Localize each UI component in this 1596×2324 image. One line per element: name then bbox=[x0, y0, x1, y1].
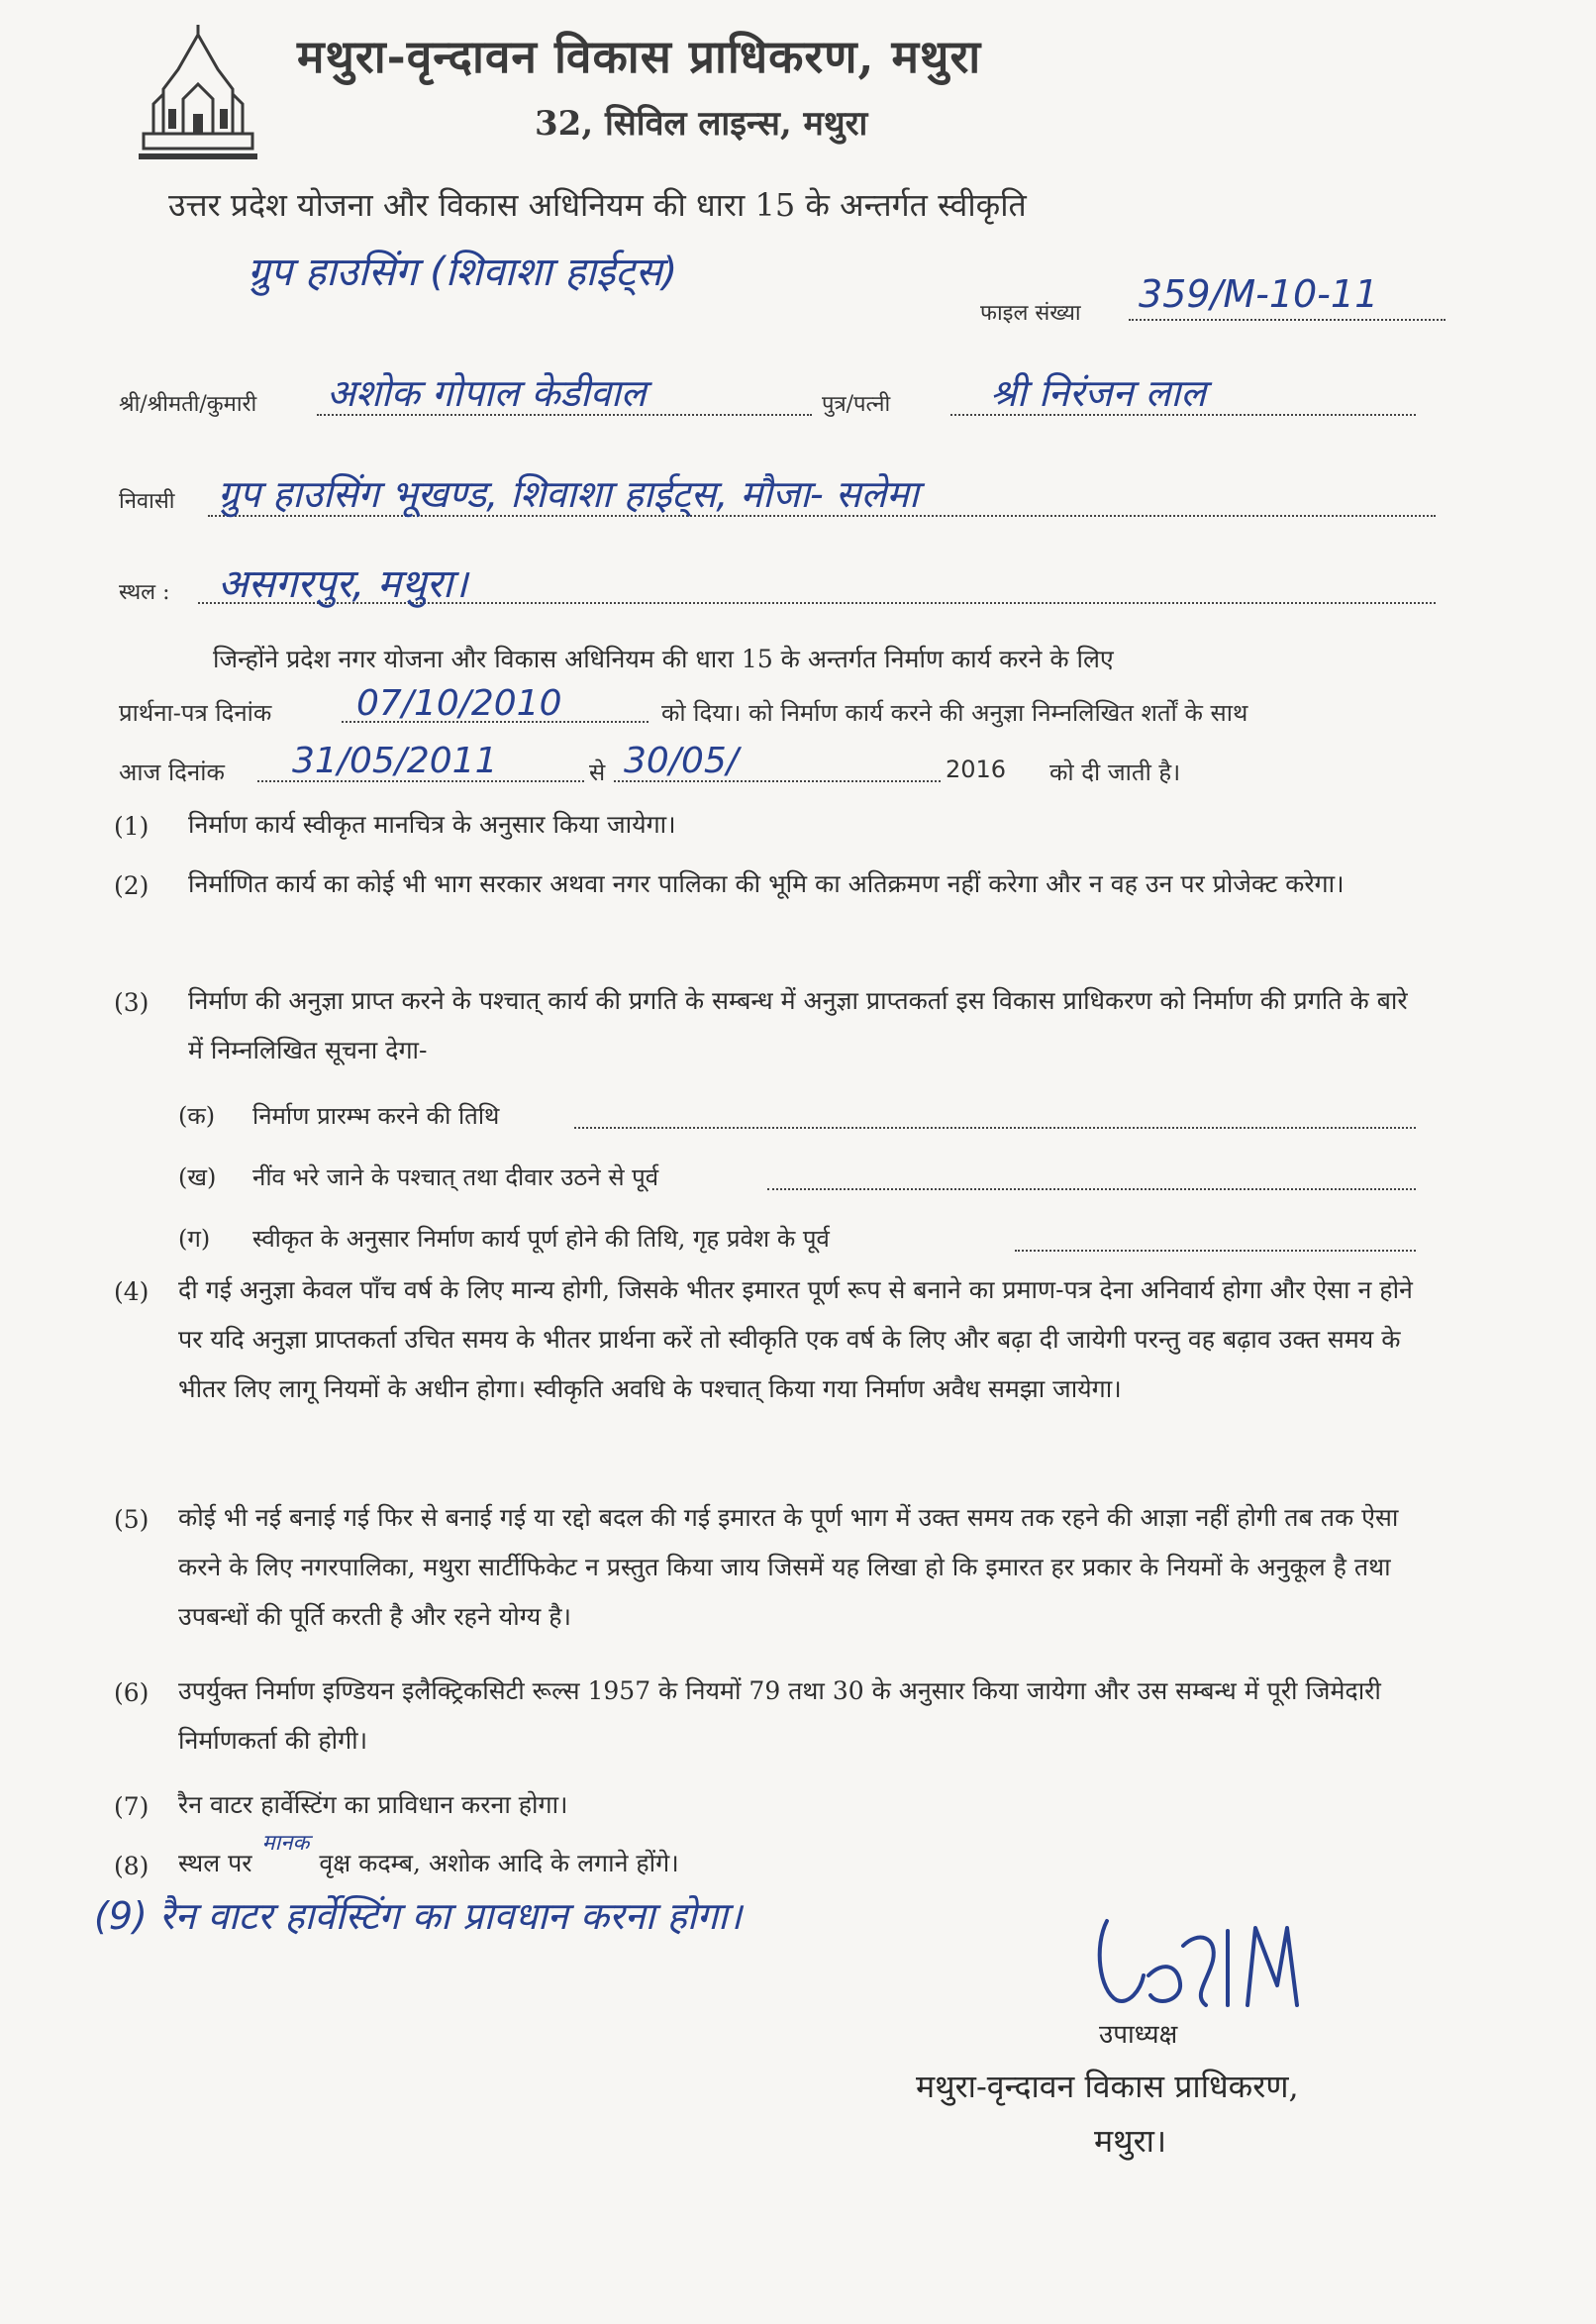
condition-text: निर्माणित कार्य का कोई भी भाग सरकार अथवा नगर पालिका की भूमि का अतिक्रमण नहीं करेगा और न वह उन पर प्रोजेक्ट करेगा। bbox=[188, 869, 1345, 898]
condition-number: (4) bbox=[114, 1277, 150, 1306]
file-number-line bbox=[1129, 319, 1446, 321]
sub-item-line bbox=[574, 1127, 1416, 1129]
handwritten-condition-9: (9) रैन वाटर हार्वेस्टिंग का प्रावधान करना होगा। bbox=[94, 1894, 743, 1938]
place-value: असगरपुर, मथुरा। bbox=[218, 561, 468, 607]
condition-text: निर्माण की अनुज्ञा प्राप्त करने के पश्चात् कार्य की प्रगति के सम्बन्ध में अनुज्ञा प्राप्तकर्ता इस विकास प्राधिकरण को निर्माण की प्रगति के बारे में निम्नलिखित सूचना देगा- bbox=[188, 986, 1408, 1064]
org-address: 32, सिविल लाइन्स, मथुरा bbox=[535, 104, 868, 144]
sub-item-line bbox=[1015, 1250, 1416, 1252]
file-number-value: 359/M-10-11 bbox=[1139, 272, 1379, 316]
sub-item-label: (क) bbox=[178, 1102, 216, 1130]
condition-8-insert: मानक bbox=[261, 1831, 310, 1856]
se-text: से bbox=[589, 758, 606, 786]
application-date: 07/10/2010 bbox=[356, 683, 562, 724]
applicant-name: अशोक गोपाल केडीवाल bbox=[327, 371, 647, 415]
application-date-label: प्रार्थना-पत्र दिनांक bbox=[119, 699, 272, 727]
condition-number: (7) bbox=[114, 1792, 150, 1821]
authority-logo bbox=[124, 20, 272, 168]
intro-line-1: जिन्होंने प्रदेश नगर योजना और विकास अधिनियम की धारा 15 के अन्तर्गत निर्माण कार्य करने के लिए bbox=[213, 645, 1114, 673]
name-label: श्री/श्रीमती/कुमारी bbox=[119, 392, 257, 417]
sub-item-label: (ग) bbox=[178, 1225, 211, 1253]
signatory-designation: उपाध्यक्ष bbox=[1099, 2020, 1178, 2050]
condition-number: (1) bbox=[114, 812, 150, 841]
condition-number: (3) bbox=[114, 988, 150, 1017]
from-date: 31/05/2011 bbox=[292, 741, 498, 781]
signatory-city: मथुरा। bbox=[1094, 2122, 1167, 2160]
end-text: को दी जाती है। bbox=[1049, 758, 1181, 786]
condition-text: दी गई अनुज्ञा केवल पाँच वर्ष के लिए मान्य होगी, जिसके भीतर इमारत पूर्ण रूप से बनाने का प्रमाण-पत्र देना अनिवार्य होगा और ऐसा न होने पर यदि अनुज्ञा प्राप्तकर्ता उचित समय के भीतर प्रार्थना करें तो स्वीकृति एक वर्ष के लिए और बढ़ा दी जायेगी परन्तु वह बढ़ाव उक्त समय के भीतर लिए लागू नियमों के अधीन होगा। स्वीकृति अवधि के पश्चात् किया गया निर्माण अवैध समझा जायेगा। bbox=[178, 1275, 1413, 1403]
intro-mid-text: को दिया। को निर्माण कार्य करने की अनुज्ञा निम्नलिखित शर्तों के साथ bbox=[661, 699, 1248, 727]
sub-item-label: (ख) bbox=[178, 1163, 217, 1191]
act-heading: उत्तर प्रदेश योजना और विकास अधिनियम की धारा 15 के अन्तर्गत स्वीकृति bbox=[168, 186, 1027, 224]
condition-number: (5) bbox=[114, 1505, 150, 1534]
today-date-label: आज दिनांक bbox=[119, 758, 225, 786]
sub-item-line bbox=[767, 1188, 1416, 1190]
condition-8-text: स्थल पर मानक वृक्ष कदम्ब, अशोक आदि के लगाने होंगे। bbox=[178, 1831, 679, 1877]
file-number-label: फाइल संख्या bbox=[980, 301, 1081, 326]
condition-text: उपर्युक्त निर्माण इण्डियन इलैक्ट्रिकसिटी रूल्स 1957 के नियमों 79 तथा 30 के अनुसार किया जायेगा और उस सम्बन्ध में पूरी जिमेदारी निर्माणकर्ता की होगी। bbox=[178, 1676, 1381, 1755]
sub-item-text: निर्माण प्रारम्भ करने की तिथि bbox=[252, 1102, 500, 1130]
relation-value: श्री निरंजन लाल bbox=[990, 371, 1207, 415]
place-label: स्थल : bbox=[119, 580, 170, 605]
condition-number: (2) bbox=[114, 871, 150, 900]
condition-text: रैन वाटर हार्वेस्टिंग का प्राविधान करना होगा। bbox=[178, 1790, 568, 1819]
condition-text: कोई भी नई बनाई गई फिर से बनाई गई या रद्दो बदल की गई इमारत के पूर्ण भाग में उक्त समय तक रहने की आज्ञा नहीं होगी तब तक ऐसा करने के लिए नगरपालिका, मथुरा सार्टीफिकेट न प्रस्तुत किया जाय जिसमें यह लिखा हो कि इमारत हर प्रकार के नियमों के अनुकूल है तथा उपबन्धों की पूर्ति करती है और रहने योग्य है। bbox=[178, 1503, 1399, 1631]
to-date: 30/05/ bbox=[624, 741, 739, 781]
sub-item-text: स्वीकृत के अनुसार निर्माण कार्य पूर्ण होने की तिथि, गृह प्रवेश के पूर्व bbox=[252, 1225, 830, 1253]
resident-value: ग्रुप हाउसिंग भूखण्ड, शिवाशा हाईट्स, मौजा- सलेमा bbox=[218, 472, 919, 516]
signature bbox=[1089, 1906, 1356, 2015]
subject-handwritten: ग्रुप हाउसिंग (शिवाशा हाईट्स) bbox=[248, 250, 678, 295]
org-name-heading: मथुरा-वृन्दावन विकास प्राधिकरण, मथुरा bbox=[297, 30, 982, 83]
resident-label: निवासी bbox=[119, 489, 175, 514]
signatory-organisation: मथुरा-वृन्दावन विकास प्राधिकरण, bbox=[916, 2068, 1299, 2105]
condition-text: निर्माण कार्य स्वीकृत मानचित्र के अनुसार किया जायेगा। bbox=[188, 810, 676, 839]
relation-label: पुत्र/पत्नी bbox=[822, 392, 891, 417]
condition-number: (6) bbox=[114, 1678, 150, 1707]
year-printed: 2016 bbox=[946, 756, 1007, 783]
condition-number: (8) bbox=[114, 1852, 150, 1880]
sub-item-text: नींव भरे जाने के पश्चात् तथा दीवार उठने से पूर्व bbox=[252, 1163, 659, 1191]
